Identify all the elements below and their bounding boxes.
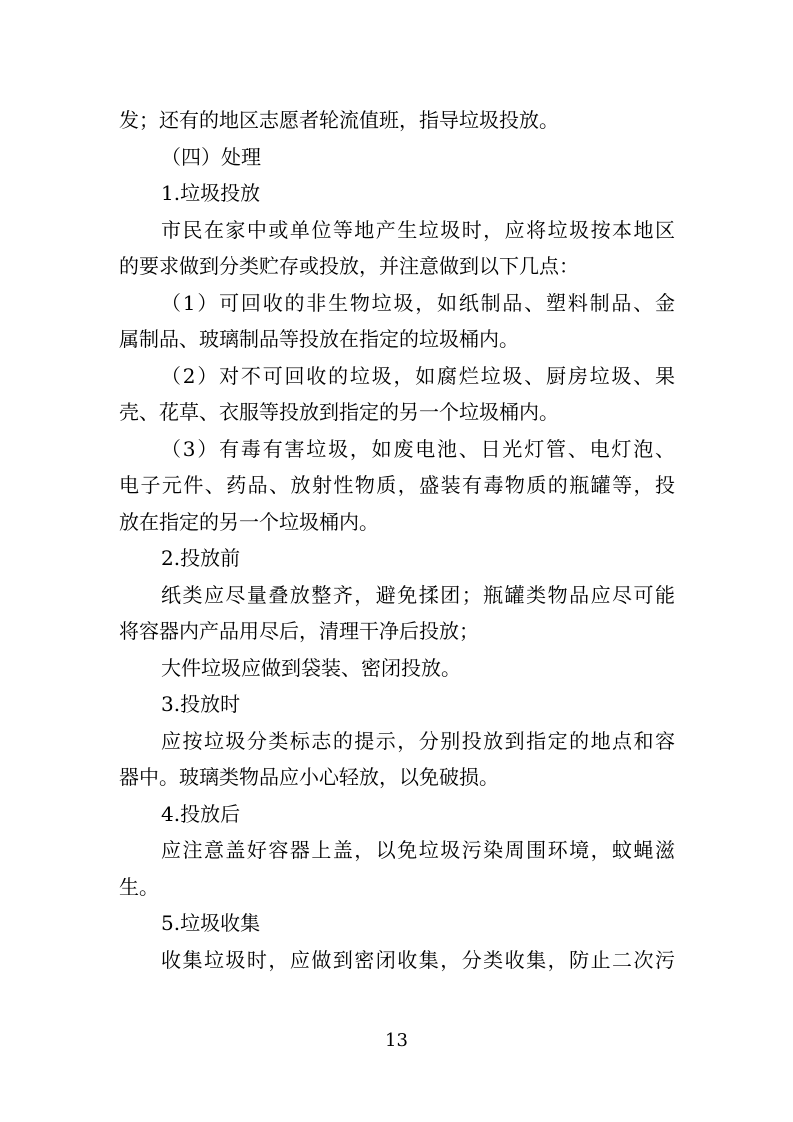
list-item-line: 壳、花草、衣服等投放到指定的另一个垃圾桶内。 [119,400,559,424]
section-heading: （四）处理 [161,144,261,169]
paragraph-line: 大件垃圾应做到袋装、密闭投放。 [161,655,461,680]
list-item-line: （1）可回收的非生物垃圾，如纸制品、塑料制品、金 [161,290,675,315]
paragraph-line: 收集垃圾时，应做到密闭收集，分类收集，防止二次污 [161,947,675,972]
list-item-line: 电子元件、药品、放射性物质，盛装有毒物质的瓶罐等，投 [119,473,675,497]
list-item-line: （2）对不可回收的垃圾，如腐烂垃圾、厨房垃圾、果 [161,363,675,388]
subsection-heading: 4.投放后 [161,801,241,826]
list-item-line: 属制品、玻璃制品等投放在指定的垃圾桶内。 [119,327,519,351]
subsection-heading: 5.垃圾收集 [161,911,261,935]
page-number: 13 [385,1030,408,1051]
subsection-heading: 3.投放时 [161,692,241,716]
list-item-line: （3）有毒有害垃圾，如废电池、日光灯管、电灯泡、 [161,436,675,461]
paragraph-line: 纸类应尽量叠放整齐，避免揉团；瓶罐类物品应尽可能 [161,582,675,607]
paragraph-line: 将容器内产品用尽后，清理干净后投放； [119,619,479,643]
paragraph-line: 应注意盖好容器上盖，以免垃圾污染周围环境，蚊蝇滋 [161,838,675,862]
subsection-heading: 1.垃圾投放 [161,181,261,205]
body-text [119,102,675,978]
paragraph-line: 器中。玻璃类物品应小心轻放，以免破损。 [119,765,499,789]
paragraph-line: 发；还有的地区志愿者轮流值班，指导垃圾投放。 [119,108,559,132]
paragraph-line: 应按垃圾分类标志的提示，分别投放到指定的地点和容 [161,728,675,753]
paragraph-line: 的要求做到分类贮存或投放，并注意做到以下几点： [119,254,579,278]
paragraph-line: 市民在家中或单位等地产生垃圾时，应将垃圾按本地区 [161,217,675,242]
list-item-line: 放在指定的另一个垃圾桶内。 [119,509,379,534]
subsection-heading: 2.投放前 [161,546,241,570]
paragraph-line: 生。 [119,874,159,899]
